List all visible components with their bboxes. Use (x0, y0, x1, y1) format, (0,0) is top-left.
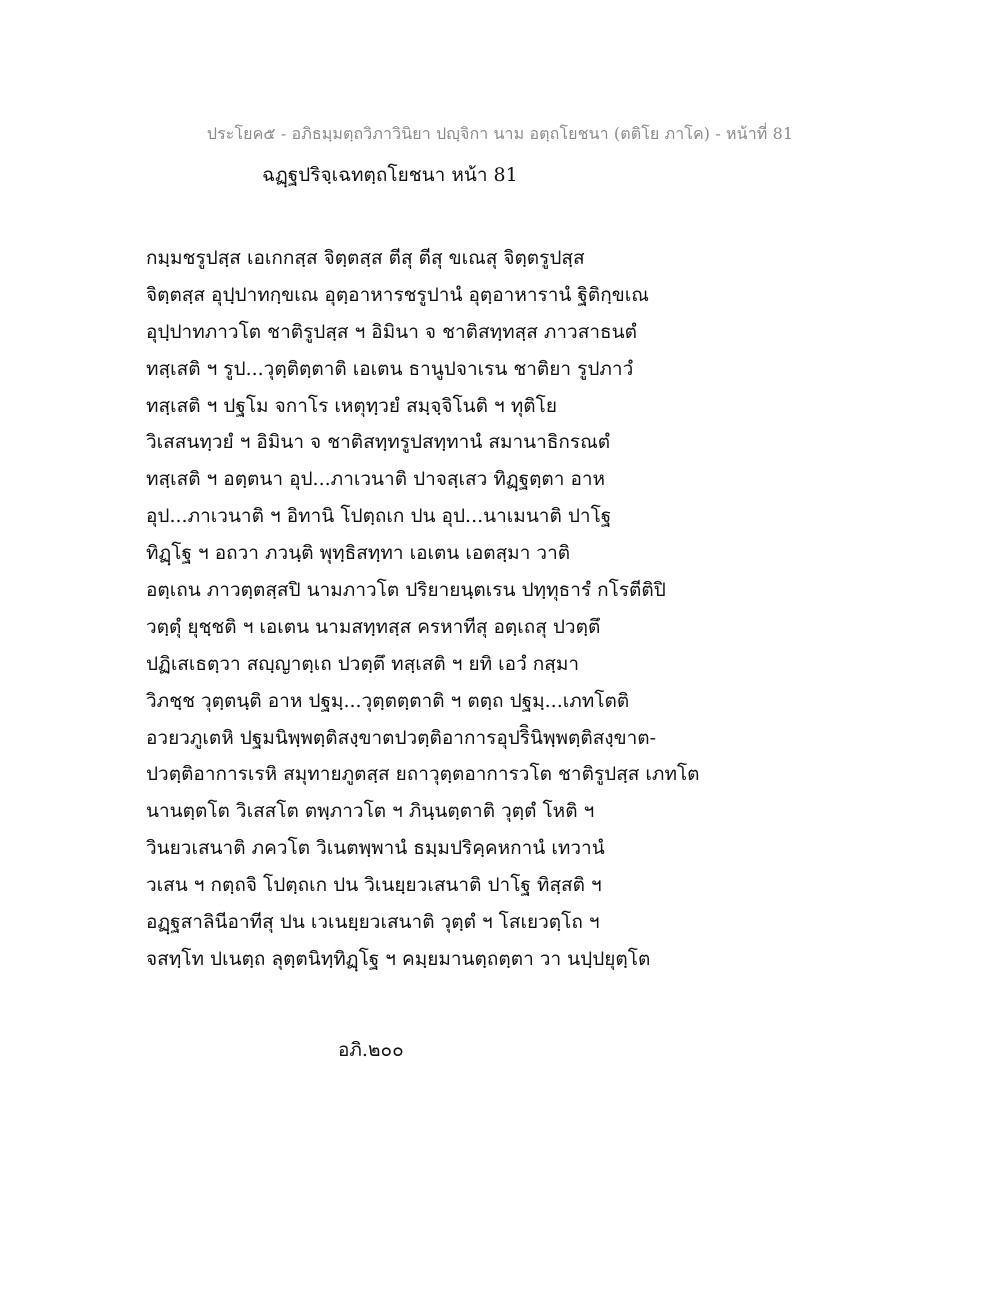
running-header: ประโยค๕ - อภิธมฺมตฺถวิภาวินิยา ปญฺจิกา นาม อตฺถโยชนา (ตติโย ภาโค) - หน้าที่ 81 (206, 124, 794, 143)
text-line: จสทฺโท ปเนตฺถ ลุตฺตนิทฺทิฏฺโฐ ฯ คมฺยมานตฺถตฺตา วา นปฺปยุตฺโต (146, 947, 651, 970)
text-line: นานตฺตโต วิเสสโต ตพฺภาวโต ฯ ภินฺนตฺตาติ วุตฺตํ โหติ ฯ (146, 800, 595, 823)
text-line: วิภชฺช วุตฺตนฺติ อาห ปฐมฺ...วุตฺตตฺตาติ ฯ ตตฺถ ปฐมฺ...เภทโตติ (146, 689, 630, 712)
text-line: วินยวเสนาติ ภควโต วิเนตพฺพานํ ธมฺมปริคฺคหกานํ เทวานํ (146, 837, 605, 860)
text-line: อุป...ภาเวนาติ ฯ อิทานิ โปตฺถเก ปน อุป...นาเมนาติ ปาโฐ (146, 505, 612, 528)
text-line: วเสน ฯ กตฺถจิ โปตฺถเก ปน วิเนยฺยวเสนาติ ปาโฐ ทิสฺสติ ฯ (146, 874, 602, 897)
text-line: ปวตฺติอาการเรหิ สมุทายภูตสฺส ยถาวุตฺตอาการวโต ชาติรูปสฺส เภทโต (146, 763, 700, 786)
body-text (146, 240, 846, 978)
text-line: วิเสสนทฺวยํ ฯ อิมินา จ ชาติสทฺทรูปสทฺทานํ สมานาธิกรณตํ (146, 431, 611, 454)
text-line: ทิฏฺโฐ ฯ อถวา ภวนฺติ พุทฺธิสทฺทา เอเตน เอตสฺมา วาติ (146, 542, 571, 565)
text-line: ทสฺเสติ ฯ อตฺตนา อุป...ภาเวนาติ ปาจสฺเสว ทิฏฺฐตฺตา อาห (146, 468, 606, 491)
text-line: ทสฺเสติ ฯ รูป...วุตฺติตฺตาติ เอเตน ธานูปจาเรน ชาติยา รูปภาวํ (146, 357, 634, 380)
page-title: ฉฏฺฐปริจฺเฉทตฺถโยชนา หน้า 81 (262, 164, 518, 186)
text-line: อวยวภูเตหิ ปฐมนิพฺพตฺติสงฺขาตปวตฺติอาการอุปริินิพฺพตฺติสงฺขาต- (146, 726, 657, 749)
text-line: อฏฺฐสาลินีอาทีสุ ปน เวเนยฺยวเสนาติ วุตฺตํ ฯ โสเยวตฺโถ ฯ (146, 911, 600, 934)
text-line: วตฺตุํ ยุชฺชติ ฯ เอเตน นามสทฺทสฺส ครหาทีสุ อตฺเถสุ ปวตฺตึ (146, 615, 601, 638)
text-line: จิตฺตสฺส อุปฺปาทกฺขเณ อุตฺอาหารชรูปานํ อุตฺอาหารานํ ฐิติกฺขเณ (146, 283, 649, 306)
text-line: อตฺเถน ภาวตฺตสฺสปิ นามภาวโต ปริยายนฺตเรน ปทฺทุธารํ กโรตีติปิ (146, 579, 666, 602)
text-line: ปฏิเสเธตฺวา สญฺญาตฺเถ ปวตฺตึ ทสฺเสติ ฯ ยทิ เอวํ กสฺมา (146, 652, 580, 675)
page-footer-signature: อภิ.๒๐๐ (338, 1039, 404, 1061)
text-line: ทสฺเสติ ฯ ปฐโม จกาโร เหตุทฺวยํ สมฺจฺจิโนติ ฯ ทุติโย (146, 394, 557, 417)
text-line: อุปฺปาทภาวโต ชาติรูปสฺส ฯ อิมินา จ ชาติสทฺทสฺส ภาวสาธนตํ (146, 320, 637, 343)
text-line: กมฺมชรูปสฺส เอเกกสฺส จิตฺตสฺส ตีสุ ตีสุ ขเณสุ จิตฺตรูปสฺส (146, 247, 585, 269)
